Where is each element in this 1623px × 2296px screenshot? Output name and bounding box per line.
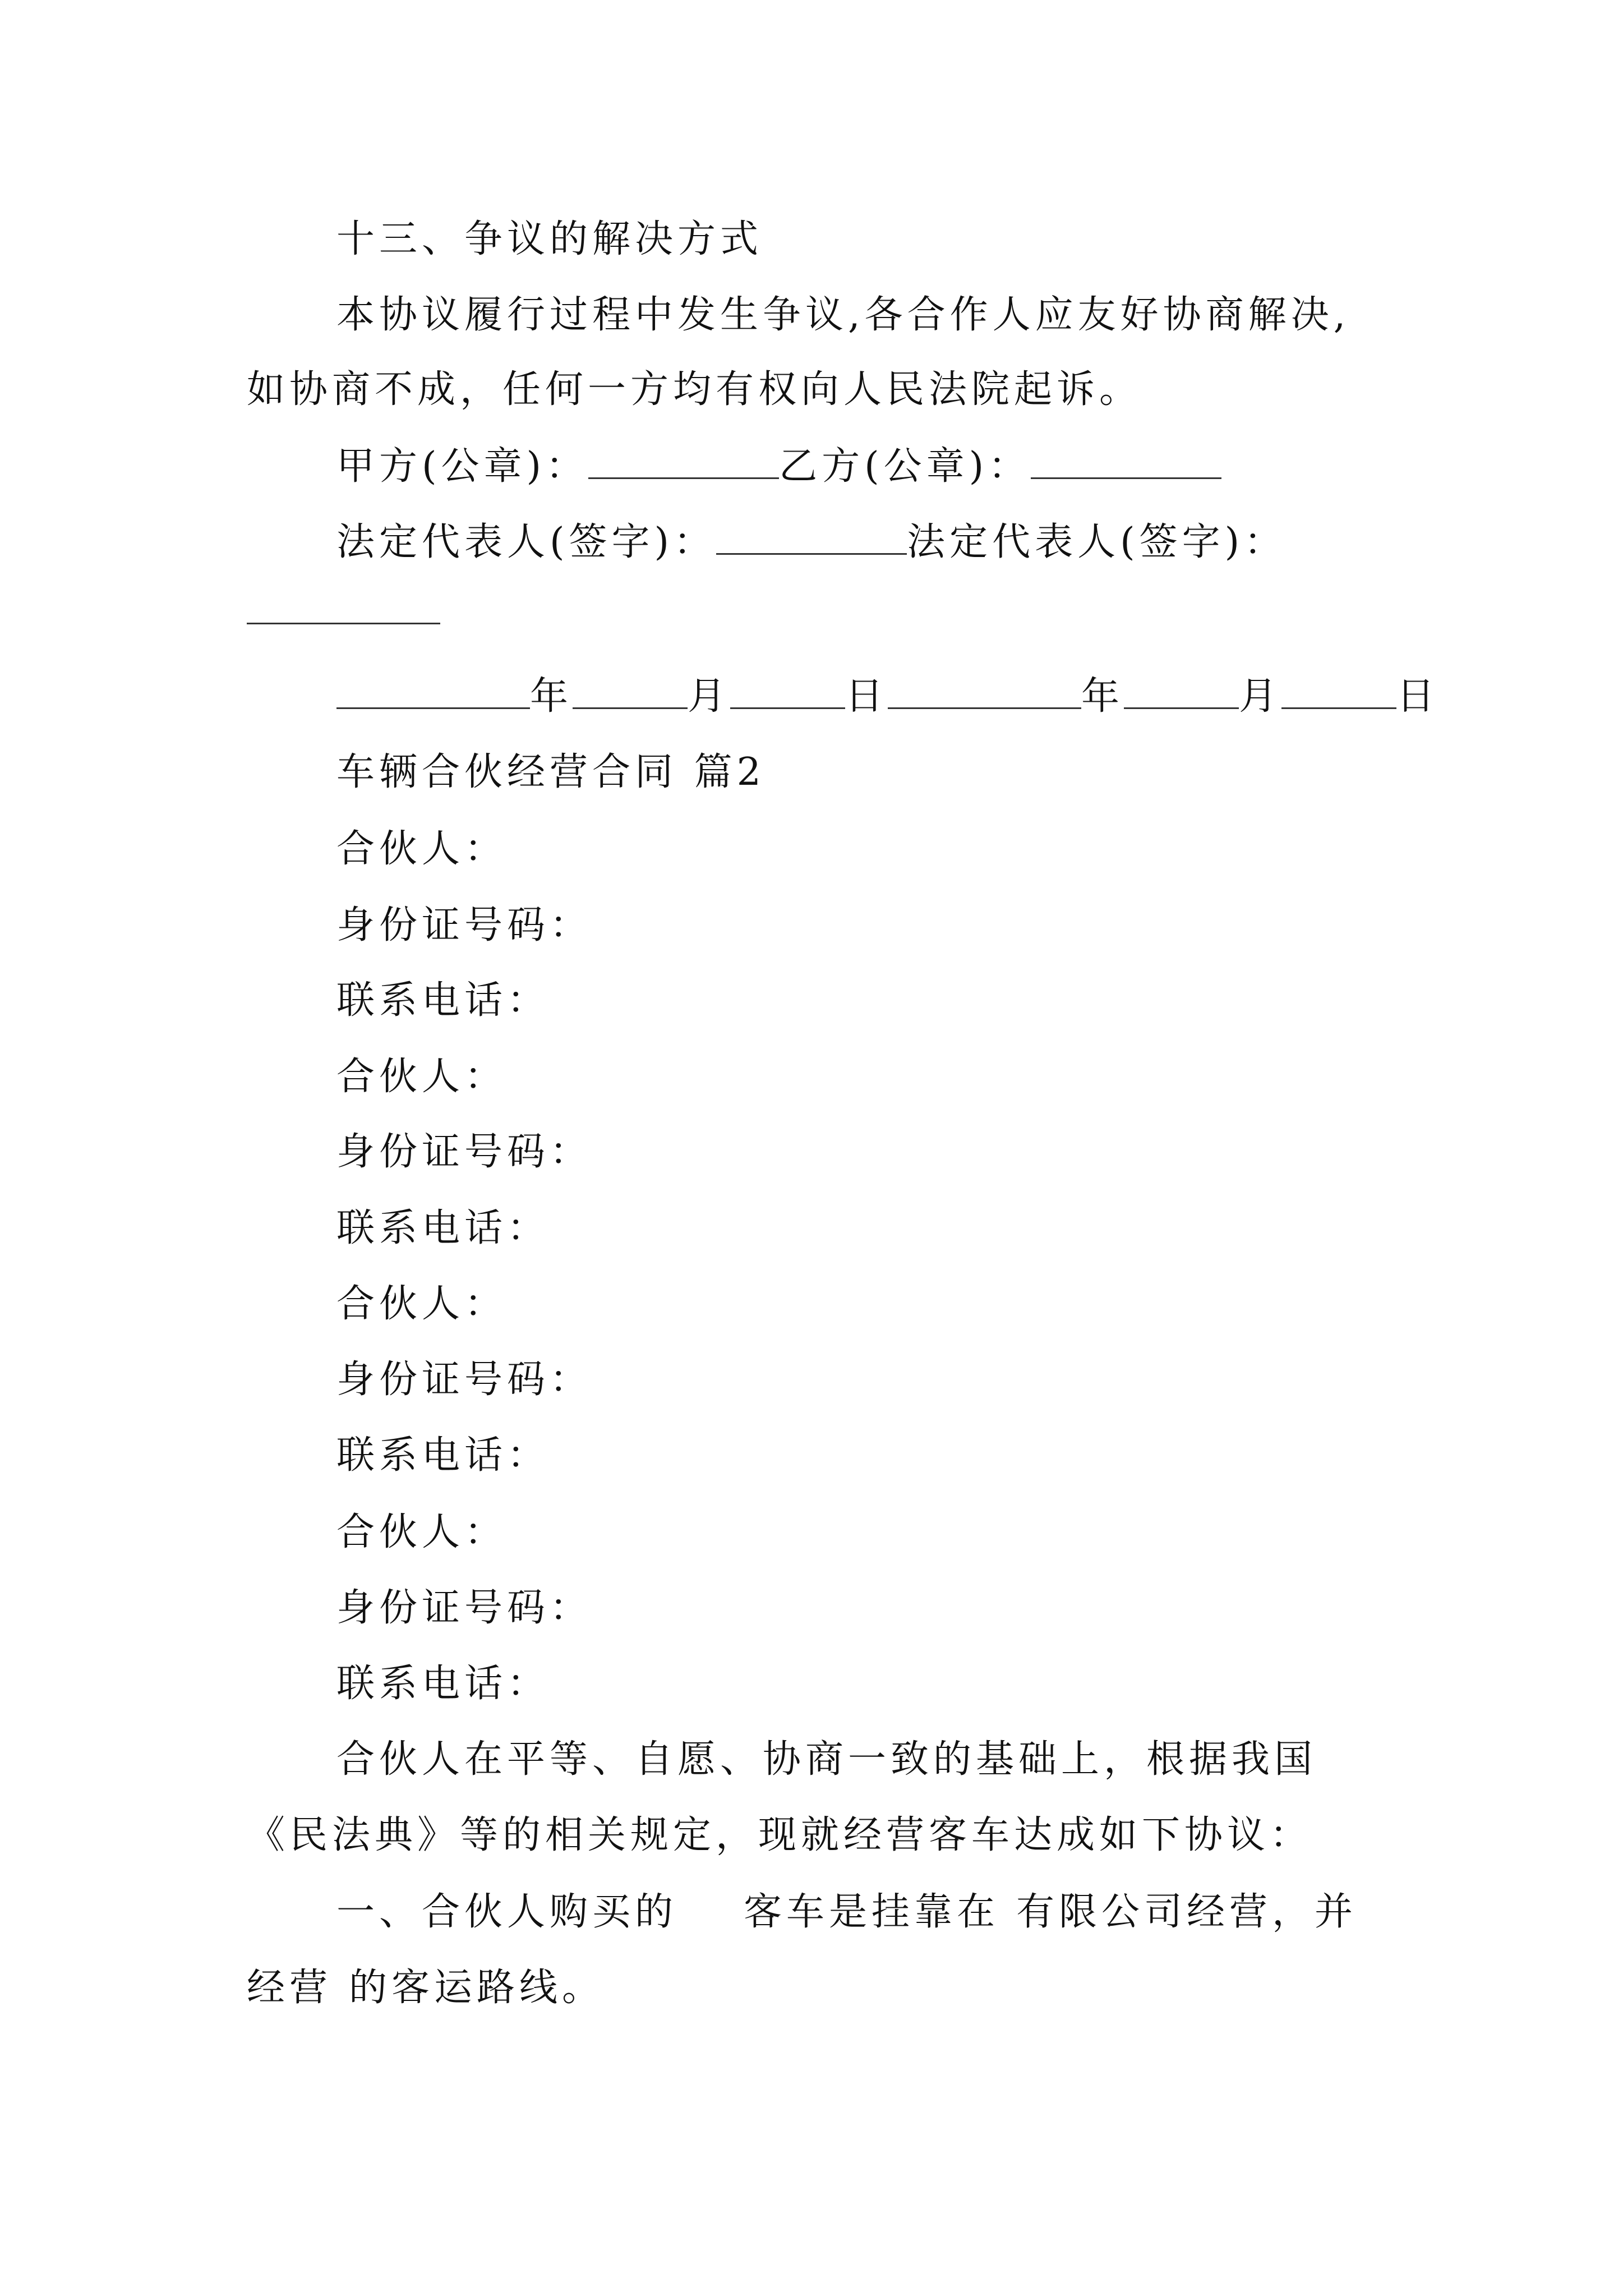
- partner-1-id-label: 身份证号码：: [336, 903, 593, 947]
- date-a-day-blank[interactable]: [730, 674, 845, 709]
- clause-1-segment-2: 客车是挂靠在: [744, 1890, 1000, 1934]
- party-a-seal-label: 甲方(公章)：: [336, 444, 589, 489]
- legal-rep-a-blank[interactable]: [716, 519, 907, 555]
- date-a-month-label: 月: [688, 674, 731, 719]
- section-13-heading: 十三、争议的解决方式: [336, 217, 763, 261]
- clause-1-line-2-segment-2: 的客运路线。: [349, 1966, 605, 2010]
- party-b-seal-label: 乙方(公章)：: [779, 444, 1031, 489]
- legal-rep-b-blank[interactable]: [247, 623, 440, 624]
- date-b-year-label: 年: [1081, 674, 1124, 719]
- date-line: [336, 673, 1439, 720]
- partner-1-phone-label: 联系电话：: [336, 978, 550, 1023]
- party-b-seal-blank[interactable]: [1031, 444, 1221, 479]
- legal-rep-line: [336, 519, 1287, 566]
- partner-3-name-label: 合伙人：: [336, 1282, 508, 1326]
- date-a-month-blank[interactable]: [573, 674, 688, 709]
- clause-1-line-2-segment-1: 经营: [247, 1966, 333, 2010]
- date-a-day-label: 日: [845, 674, 888, 719]
- legal-rep-b-label: 法定代表人(签字)：: [907, 520, 1287, 564]
- seal-line: [336, 443, 1221, 490]
- date-b-year-blank[interactable]: [888, 674, 1081, 709]
- date-b-day-label: 日: [1396, 674, 1440, 719]
- intro-paragraph-line-2: 《民法典》等的相关规定，现就经营客车达成如下协议：: [247, 1813, 1313, 1857]
- contract-2-title: 车辆合伙经营合同 篇2: [336, 750, 766, 794]
- clause-1-segment-3: 有限公司经营，并: [1016, 1890, 1358, 1934]
- partner-1-name-label: 合伙人：: [336, 827, 508, 871]
- partner-3-id-label: 身份证号码：: [336, 1358, 593, 1402]
- date-a-year-blank[interactable]: [336, 674, 530, 709]
- date-b-month-label: 月: [1239, 674, 1282, 719]
- partner-2-phone-label: 联系电话：: [336, 1206, 550, 1250]
- partner-2-id-label: 身份证号码：: [336, 1130, 593, 1174]
- partner-4-phone-label: 联系电话：: [336, 1662, 550, 1706]
- clause-1-segment-1: 一、合伙人购买的: [336, 1890, 678, 1934]
- section-13-paragraph-line-2: 如协商不成，任何一方均有权向人民法院起诉。: [247, 367, 1142, 412]
- date-b-month-blank[interactable]: [1124, 674, 1239, 709]
- partner-4-id-label: 身份证号码：: [336, 1586, 593, 1630]
- date-b-day-blank[interactable]: [1281, 674, 1396, 709]
- intro-paragraph-line-1: 合伙人在平等、自愿、协商一致的基础上，根据我国: [336, 1737, 1317, 1782]
- section-13-paragraph-line-1: 本协议履行过程中发生争议,各合作人应友好协商解决,: [336, 293, 1350, 337]
- partner-3-phone-label: 联系电话：: [336, 1433, 550, 1478]
- clause-1-line-2: [247, 1964, 605, 2012]
- date-a-year-label: 年: [530, 674, 573, 719]
- party-a-seal-blank[interactable]: [588, 444, 779, 479]
- partner-2-name-label: 合伙人：: [336, 1055, 508, 1099]
- legal-rep-a-label: 法定代表人(签字)：: [336, 520, 717, 564]
- clause-1-line-1: [336, 1889, 1357, 1936]
- partner-4-name-label: 合伙人：: [336, 1510, 508, 1554]
